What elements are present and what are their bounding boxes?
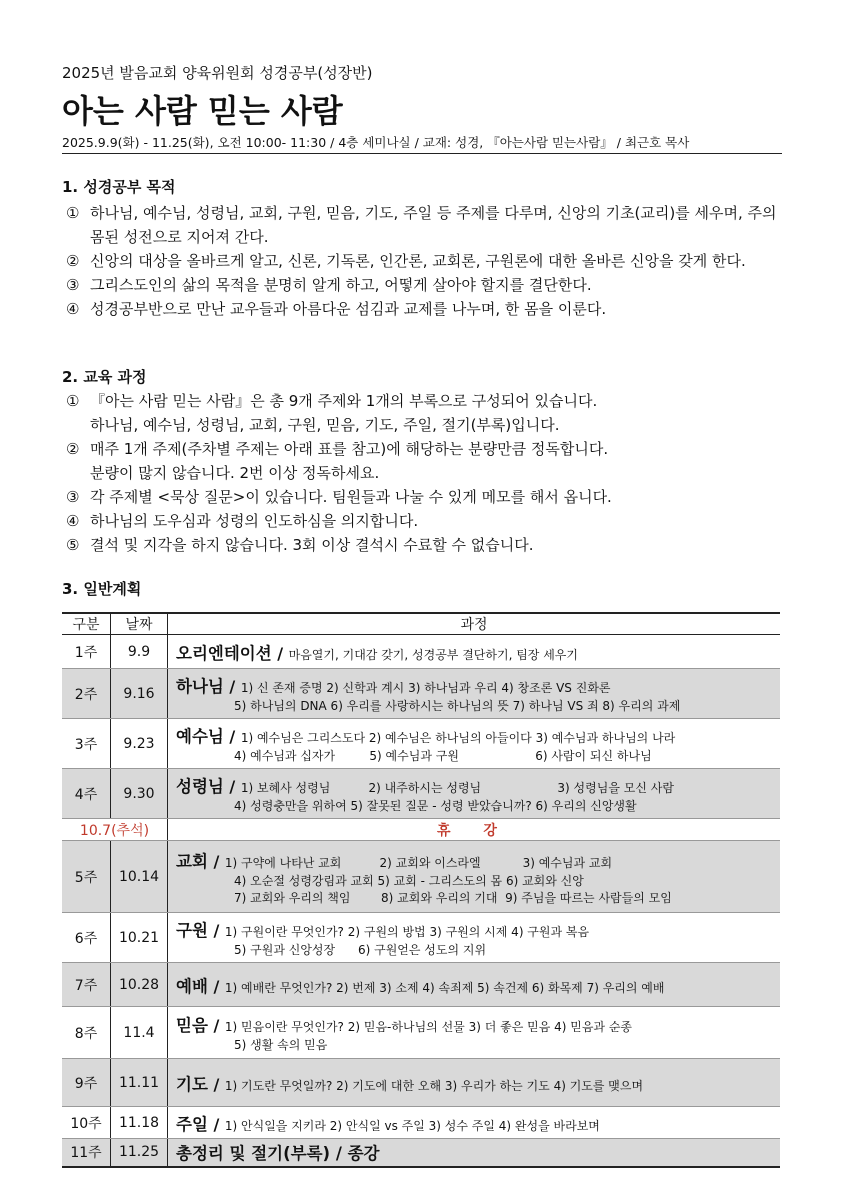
week-cell: 11주 [62,1139,111,1167]
topic-description: 4) 성령충만을 위하여 5) 잘못된 질문 - 성령 받았습니까? 6) 우리의 신앙생활 [234,799,637,813]
item-line: 매주 1개 주제(주차별 주제는 아래 표를 참고)에 해당하는 분량만큼 정독합니다. [90,440,609,458]
list-item [66,273,782,297]
topic-label: 오리엔테이션 [176,643,272,663]
list-item [66,437,782,485]
date-cell: 9.23 [111,719,168,769]
item-text: 하나님의 도우심과 성령의 인도하심을 의지합니다. [90,512,419,530]
item-line: 하나님, 예수님, 성령님, 교회, 구원, 믿음, 기도, 주일, 절기(부록)입니다. [90,416,560,434]
item-number: ③ [66,276,80,294]
topic-description: 1) 예수님은 그리스도다 2) 예수님은 하나님의 아들이다 3) 예수님과 하나님의 나라 [240,731,676,745]
content-cell [168,769,781,819]
item-line: 『아는 사람 믿는 사람』은 총 9개 주제와 1개의 부록으로 구성되어 있습니다. [90,392,598,410]
date-cell: 9.30 [111,769,168,819]
topic-description: 5) 구원과 신앙성장 6) 구원얻은 성도의 지위 [234,943,487,957]
topic-label: 총정리 및 절기(부록) / 종강 [176,1144,380,1164]
topic-label: 기도 [176,1074,208,1094]
topic-separator: / [223,727,241,746]
topic-separator: / [223,777,241,796]
topic-description: 1) 보혜사 성령님 2) 내주하시는 성령님 3) 성령님을 모신 사람 [240,781,674,795]
topic-label: 믿음 [176,1016,208,1035]
table-row [62,719,780,769]
table-row [62,913,780,963]
item-text: 하나님, 예수님, 성령님, 교회, 구원, 믿음, 기도, 주일 등 주제를 다루며, 신앙의 기초(교리)를 세우며, 주의 몸된 성전으로 지어져 간다. [90,204,777,246]
table-row [62,1007,780,1059]
table-row [62,819,780,841]
week-cell: 5주 [62,841,111,913]
week-cell: 1주 [62,635,111,669]
topic-separator: / [207,976,225,996]
content-cell [168,1107,781,1139]
week-cell: 6주 [62,913,111,963]
list-item [66,389,782,437]
table-row [62,1139,780,1167]
item-number: ① [66,392,80,410]
topic-separator: / [207,1074,225,1094]
column-header: 과정 [168,613,781,635]
topic-description: 1) 구약에 나타난 교회 2) 교회와 이스라엘 3) 예수님과 교회 [224,855,613,870]
holiday-date-cell: 10.7(추석) [62,819,168,841]
table-row [62,963,780,1007]
topic-separator: / [207,1016,225,1035]
column-header: 구분 [62,613,111,635]
week-cell: 9주 [62,1059,111,1107]
list-item [66,485,782,509]
week-cell: 8주 [62,1007,111,1059]
date-cell: 9.9 [111,635,168,669]
document-title: 아는 사람 믿는 사람 [62,92,343,130]
item-text: 그리스도인의 삶의 목적을 분명히 알게 하고, 어떻게 살아야 할지를 결단한다. [90,276,592,294]
item-number: ③ [66,488,80,506]
topic-label: 교회 [176,851,208,871]
topic-description: 마음열기, 기대감 갖기, 성경공부 결단하기, 팀장 세우기 [288,647,578,662]
item-number: ⑤ [66,536,80,554]
week-cell: 7주 [62,963,111,1007]
section1-list [66,201,782,321]
section2-list [66,389,782,557]
date-cell: 11.18 [111,1107,168,1139]
list-item [66,249,782,273]
topic-description: 4) 예수님과 십자가 5) 예수님과 구원 6) 사람이 되신 하나님 [234,749,652,763]
topic-description: 1) 기도란 무엇일까? 2) 기도에 대한 오해 3) 우리가 하는 기도 4) 기도를 맺으며 [224,1078,644,1093]
topic-label: 성령님 [176,777,224,796]
content-cell [168,635,781,669]
date-cell: 11.25 [111,1139,168,1167]
section1-heading: 1. 성경공부 목적 [62,178,176,196]
table-row [62,769,780,819]
topic-label: 구원 [176,921,208,940]
content-cell [168,669,781,719]
item-number: ④ [66,512,80,530]
topic-label: 주일 [176,1114,208,1134]
document-subtitle: 2025년 발음교회 양육위원회 성경공부(성장반) [62,64,373,82]
holiday-label: 휴 강 [168,819,781,841]
topic-description: 5) 하나님의 DNA 6) 우리를 사랑하시는 하나님의 뜻 7) 하나님 VS 죄 8) 우리의 과제 [234,699,681,713]
table-header-row [62,613,780,635]
item-text [90,437,782,485]
topic-separator: / [223,677,241,696]
table-row [62,669,780,719]
item-line: 분량이 많지 않습니다. 2번 이상 정독하세요. [90,464,380,482]
content-cell [168,841,781,913]
table-row [62,635,780,669]
date-cell: 10.21 [111,913,168,963]
content-cell [168,913,781,963]
item-number: ② [66,440,80,458]
topic-description: 5) 생활 속의 믿음 [234,1038,328,1052]
topic-description: 1) 안식일을 지키라 2) 안식일 vs 주일 3) 성수 주일 4) 완성을 바라보며 [224,1118,600,1133]
date-cell: 11.4 [111,1007,168,1059]
date-cell: 10.28 [111,963,168,1007]
week-cell: 2주 [62,669,111,719]
section2-heading: 2. 교육 과정 [62,368,147,386]
week-cell: 10주 [62,1107,111,1139]
topic-description: 1) 믿음이란 무엇인가? 2) 믿음-하나님의 선물 3) 더 좋은 믿음 4) 믿음과 순종 [224,1020,633,1034]
item-text [90,389,782,437]
schedule-info: 2025.9.9(화) - 11.25(화), 오전 10:00- 11:30 / 4층 세미나실 / 교재: 성경, 『아는사람 믿는사람』 / 최근호 목사 [62,135,690,150]
content-cell [168,1059,781,1107]
week-cell: 3주 [62,719,111,769]
list-item [66,297,782,321]
topic-separator: / [271,643,289,663]
topic-label: 예배 [176,976,208,996]
topic-description: 4) 오순절 성령강림과 교회 5) 교회 - 그리스도의 몸 6) 교회와 신앙 [234,873,584,888]
list-item [66,201,782,249]
topic-label: 하나님 [176,677,224,696]
topic-description: 1) 구원이란 무엇인가? 2) 구원의 방법 3) 구원의 시제 4) 구원과 복음 [224,925,590,939]
topic-separator: / [207,921,225,940]
list-item [66,533,782,557]
header-divider [62,153,782,154]
item-number: ② [66,252,80,270]
topic-separator: / [207,1114,225,1134]
date-cell: 9.16 [111,669,168,719]
item-text: 각 주제별 <묵상 질문>이 있습니다. 팀원들과 나눌 수 있게 메모를 해서 옵니다. [90,488,612,506]
item-text: 성경공부반으로 만난 교우들과 아름다운 섬김과 교제를 나누며, 한 몸을 이룬다. [90,300,607,318]
item-number: ① [66,204,80,222]
table-row [62,841,780,913]
topic-label: 예수님 [176,727,224,746]
item-text: 신앙의 대상을 올바르게 알고, 신론, 기독론, 인간론, 교회론, 구원론에 대한 올바른 신앙을 갖게 한다. [90,252,746,270]
item-number: ④ [66,300,80,318]
topic-description: 1) 신 존재 증명 2) 신학과 계시 3) 하나님과 우리 4) 창조론 VS 진화론 [240,681,611,695]
column-header: 날짜 [111,613,168,635]
content-cell [168,963,781,1007]
topic-description: 1) 예배란 무엇인가? 2) 번제 3) 소제 4) 속죄제 5) 속건제 6) 화목제 7) 우리의 예배 [224,980,665,995]
item-text: 결석 및 지각을 하지 않습니다. 3회 이상 결석시 수료할 수 없습니다. [90,536,534,554]
content-cell [168,1139,781,1167]
table-row [62,1107,780,1139]
table-row [62,1059,780,1107]
section3-heading: 3. 일반계획 [62,580,142,598]
content-cell [168,719,781,769]
week-cell: 4주 [62,769,111,819]
schedule-table [62,612,780,1168]
content-cell [168,1007,781,1059]
list-item [66,509,782,533]
date-cell: 11.11 [111,1059,168,1107]
topic-separator: / [207,851,225,871]
date-cell: 10.14 [111,841,168,913]
topic-description: 7) 교회와 우리의 책임 8) 교회와 우리의 기대 9) 주님을 따르는 사람들의 모임 [234,890,672,905]
